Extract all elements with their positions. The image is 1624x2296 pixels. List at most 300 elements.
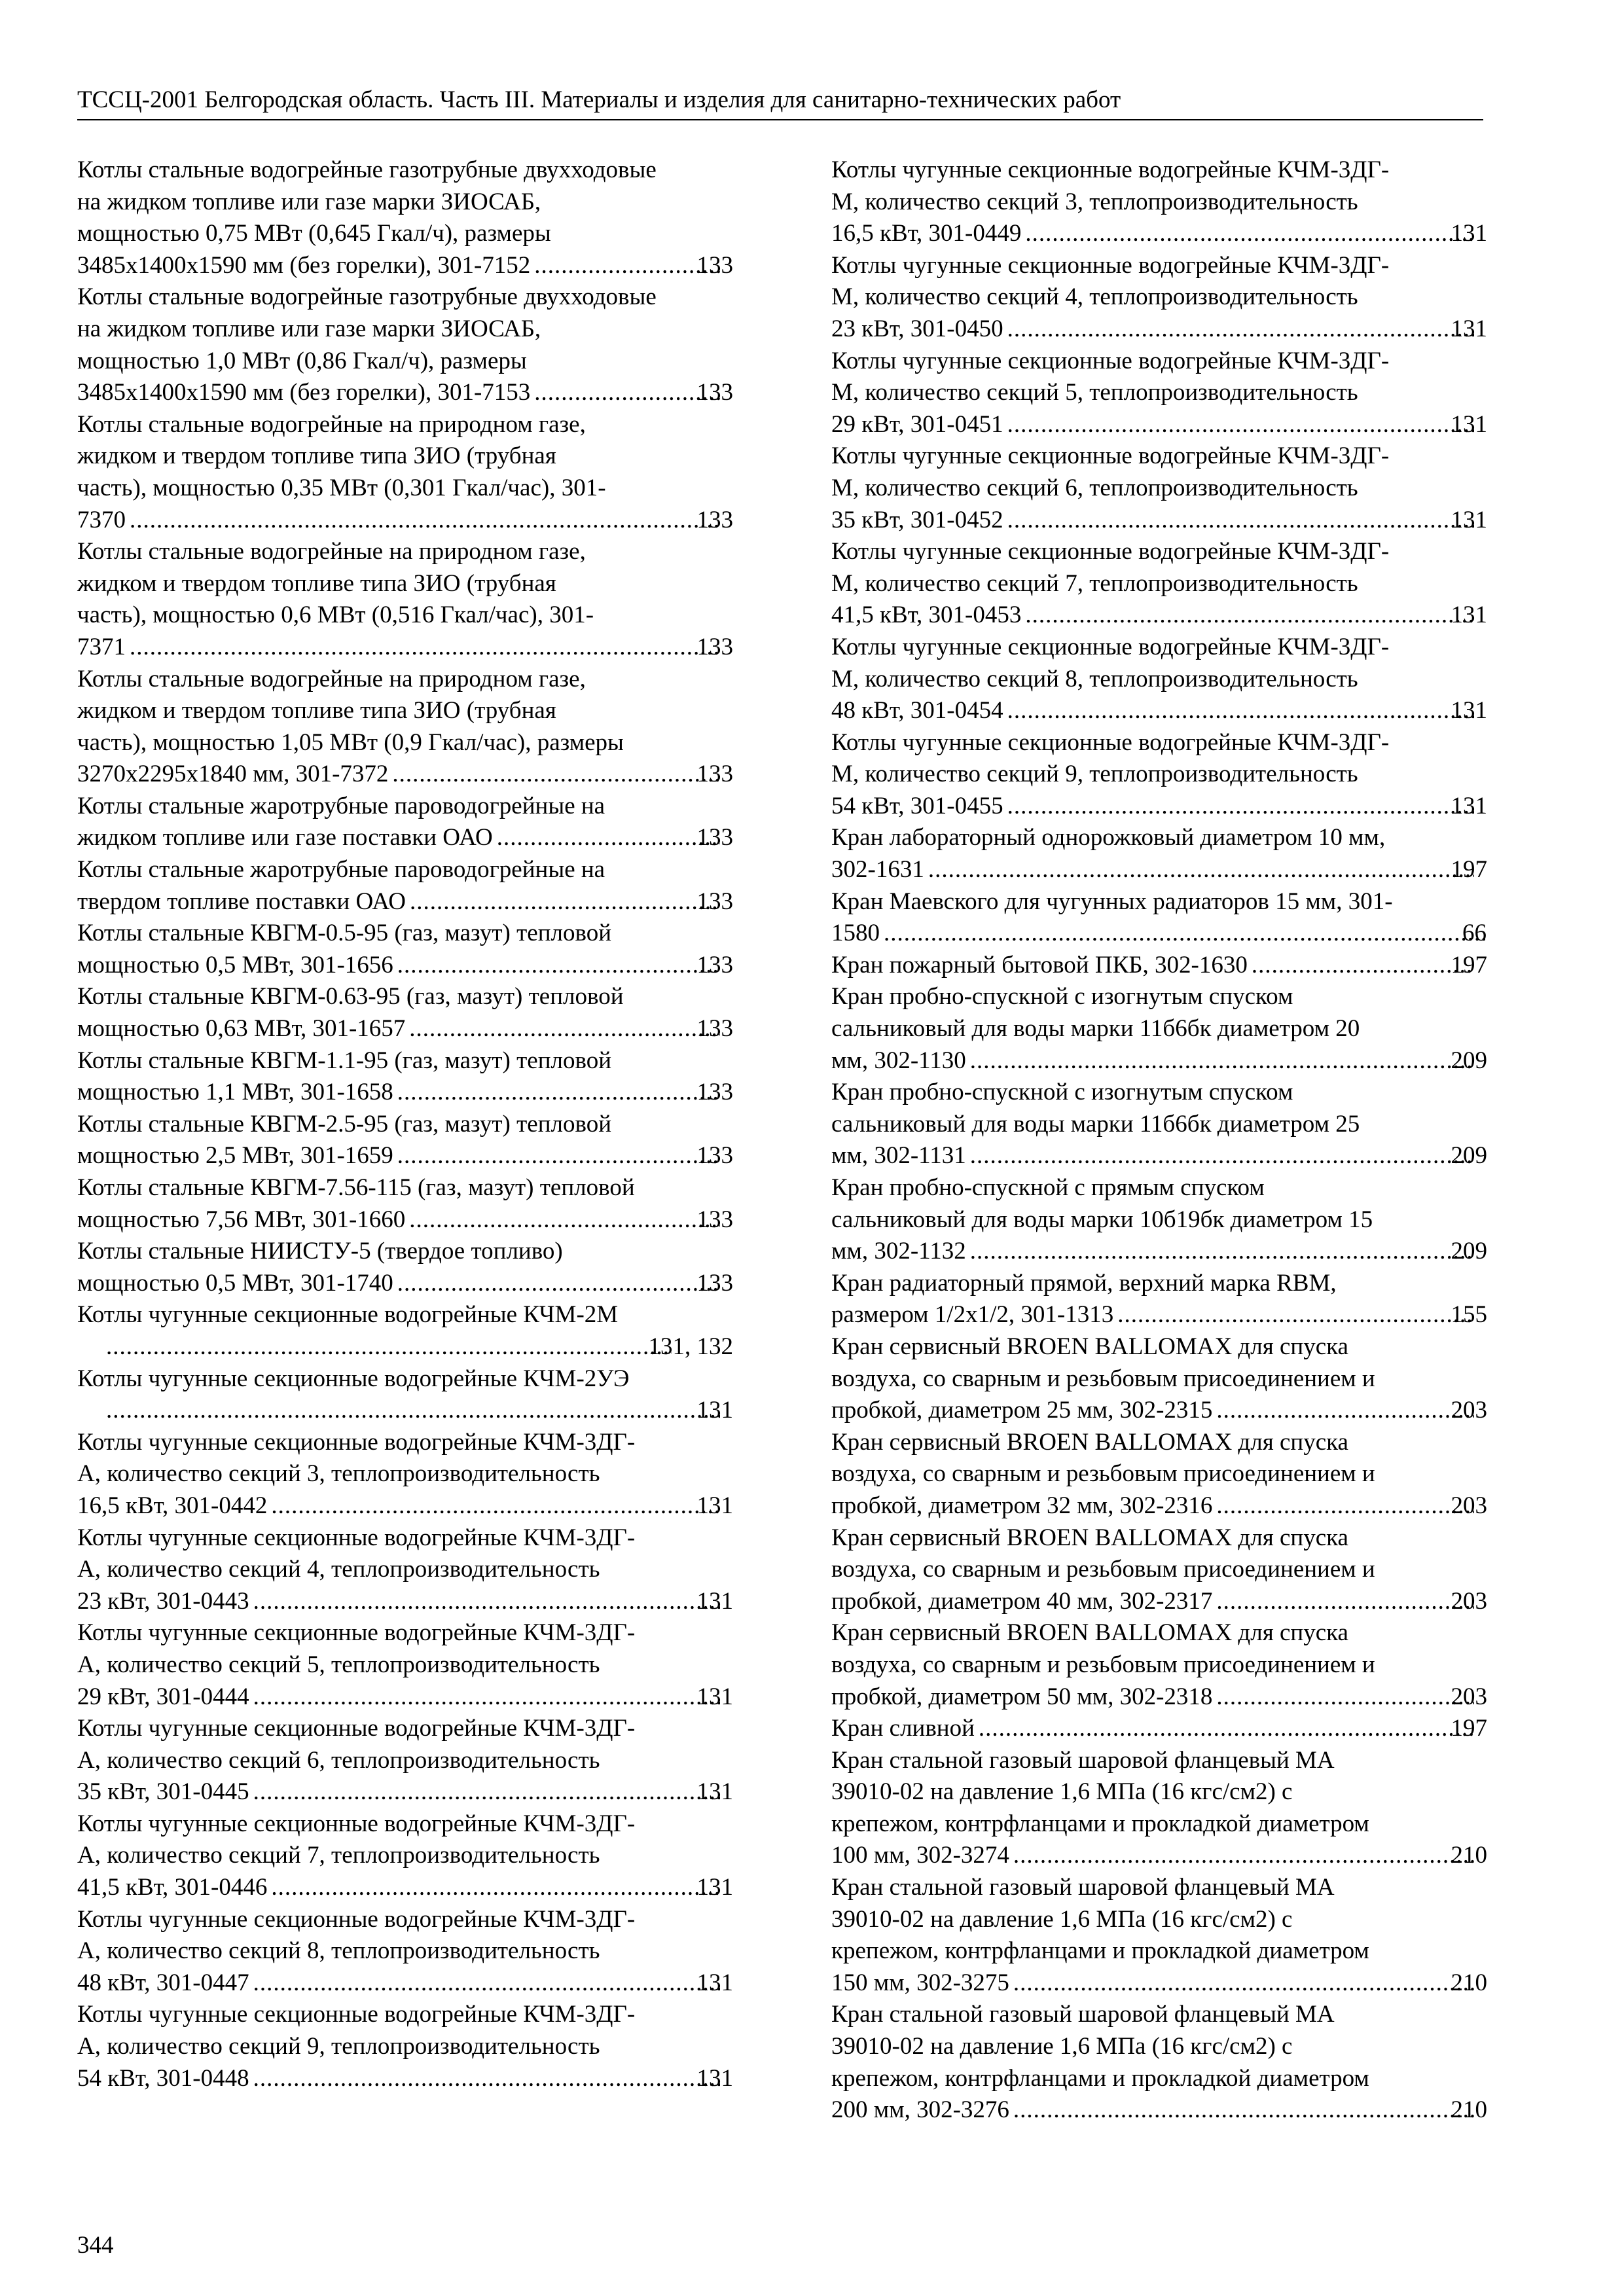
index-entry-line: Кран стальной газовый шаровой фланцевый МА [831,1874,1335,1901]
index-entry-line: жидком и твердом топливе типа ЗИО (трубная [77,442,556,470]
index-entry-last-line [77,1077,733,1109]
index-entry [77,1904,733,2000]
dot-leader [251,1681,720,1713]
dot-leader [395,1268,720,1300]
index-entry-text: мощностью 0,5 МВт, 301-1656 [77,951,393,978]
dot-leader [395,950,720,982]
dot-leader [390,759,719,791]
index-entry [831,250,1487,346]
dot-leader [1005,791,1474,823]
dot-leader [1214,1681,1473,1713]
index-page-ref: 131 [696,1874,733,1901]
index-entry-line: Котлы чугунные секционные водогрейные КЧМ-3ДГ- [77,1905,636,1933]
index-entry-line: Кран сервисный BROEN BALLOMAX для спуска [831,1428,1348,1456]
index-entry-text: 16,5 кВт, 301-0449 [831,220,1022,247]
index-entry-text: пробкой, диаметром 25 мм, 302-2315 [831,1397,1213,1424]
index-entry-last-line [831,791,1487,823]
index-entry-line: М, количество секций 4, теплопроизводительность [831,283,1358,311]
index-entry-text: мм, 302-1130 [831,1047,966,1074]
dot-leader [495,822,720,854]
index-entry-line: А, количество секций 6, теплопроизводительность [77,1746,600,1774]
index-entry [77,981,733,1045]
dot-leader [1011,1840,1474,1872]
index-entry-line: М, количество секций 9, теплопроизводительность [831,761,1358,788]
index-entry-last-line [77,377,733,409]
index-entry-line: Котлы чугунные секционные водогрейные КЧМ-3ДГ- [831,442,1390,470]
index-entry-text: мм, 302-1131 [831,1142,966,1170]
index-entry [831,536,1487,632]
index-entry-text: 7371 [77,633,126,660]
index-entry-line: А, количество секций 9, теплопроизводительность [77,2033,600,2060]
index-entry-line: Кран пробно-спускной с изогнутым спуском [831,1079,1293,1106]
index-entry-line: сальниковый для воды марки 11б6бк диаметром 20 [831,1015,1360,1043]
index-entry [831,1522,1487,1618]
index-entry [77,1999,733,2094]
index-page-ref: 210 [1451,1842,1487,1869]
index-entry-last-line [77,250,733,282]
index-entry-line: М, количество секций 5, теплопроизводительность [831,379,1358,406]
dot-leader [269,1490,719,1522]
index-entry-last-line [831,854,1487,886]
index-page-ref: 131 [1451,315,1487,342]
index-entry-last-line [77,505,733,537]
index-entry-line: Кран сервисный BROEN BALLOMAX для спуска [831,1619,1348,1647]
index-entry-last-line [77,2063,733,2095]
index-entry-line: сальниковый для воды марки 11б6бк диаметром 25 [831,1110,1360,1138]
index-page-ref: 131 [1451,410,1487,438]
index-page-ref: 131 [696,1969,733,1996]
index-page-ref: 203 [1451,1397,1487,1424]
dot-leader [1115,1299,1473,1331]
dot-leader [104,1331,672,1363]
index-entry [77,854,733,918]
index-entry-line: А, количество секций 3, теплопроизводительность [77,1460,600,1488]
index-entry-line: жидком и твердом топливе типа ЗИО (трубная [77,569,556,597]
index-page-ref: 209 [1451,1238,1487,1265]
index-entry-text: 3270х2295х1840 мм, 301-7372 [77,761,389,788]
index-page-ref: 133 [696,1269,733,1297]
index-entry [77,1109,733,1172]
index-entry-line: на жидком топливе или газе марки ЗИОСАБ, [77,315,541,342]
dot-leader [1005,505,1474,537]
index-entry-line: Котлы стальные водогрейные газотрубные двухходовые [77,156,657,183]
index-entry-text: жидком топливе или газе поставки ОАО [77,824,493,852]
index-entry [831,1172,1487,1268]
index-page-ref: 131 [1451,220,1487,247]
index-entry-line: А, количество секций 4, теплопроизводительность [77,1556,600,1583]
index-entry-line: Котлы стальные КВГМ-2.5-95 (газ, мазут) тепловой [77,1110,612,1138]
index-entry [831,1077,1487,1172]
index-entry-text: мощностью 7,56 МВт, 301-1660 [77,1206,406,1233]
index-page-ref: 131 [1451,506,1487,533]
index-entry-text: пробкой, диаметром 40 мм, 302-2317 [831,1587,1213,1615]
index-entry-line: Котлы стальные водогрейные на природном газе, [77,538,586,565]
dot-leader [407,1013,719,1045]
index-entry-last-line [77,1872,733,1904]
page-number: 344 [77,2232,114,2259]
index-entry-line: Котлы чугунные секционные водогрейные КЧМ-3ДГ- [77,2001,636,2028]
index-entry-line: мощностью 1,0 МВт (0,86 Гкал/ч), размеры [77,347,527,374]
index-entry-line: Котлы чугунные секционные водогрейные КЧМ-3ДГ- [831,347,1390,374]
index-entry-last-line [831,409,1487,441]
dot-leader [128,632,720,664]
index-entry-line: часть), мощностью 0,35 МВт (0,301 Гкал/час), 301- [77,474,606,501]
index-page-ref: 131 [696,2064,733,2092]
index-page-ref: 131 [1451,601,1487,629]
index-entry [831,632,1487,727]
index-entry [77,1427,733,1522]
index-entry [831,950,1487,982]
index-page-ref: 133 [696,379,733,406]
dot-leader [1214,1395,1473,1427]
index-entry-line: Котлы стальные водогрейные на природном газе, [77,665,586,692]
index-entry-line: Котлы чугунные секционные водогрейные КЧМ-3ДГ- [831,251,1390,279]
index-page-ref: 133 [696,1015,733,1043]
index-entry-last-line [77,886,733,918]
index-entry-text: пробкой, диаметром 32 мм, 302-2316 [831,1492,1213,1519]
index-entry-last-line [831,218,1487,250]
index-page-ref: 131 [696,1397,733,1424]
index-entry-line: крепежом, контрфланцами и прокладкой диаметром [831,1937,1369,1965]
index-entry [77,1299,733,1363]
dot-leader [395,1140,720,1172]
index-entry-line: крепежом, контрфланцами и прокладкой диаметром [831,1810,1369,1837]
index-entry-line: Котлы стальные жаротрубные пароводогрейные на [77,792,605,819]
dot-leader [532,377,719,409]
index-entry-last-line [831,695,1487,727]
index-entry-line: М, количество секций 6, теплопроизводительность [831,474,1358,501]
index-entry-text: 29 кВт, 301-0451 [831,410,1003,438]
index-entry [831,981,1487,1077]
index-entry-text: 302-1631 [831,856,924,884]
index-page-ref: 133 [696,633,733,660]
index-entry-text: размером 1/2х1/2, 301-1313 [831,1301,1114,1329]
index-entry-last-line [831,1681,1487,1713]
index-entry-line: Котлы стальные КВГМ-7.56-115 (газ, мазут) тепловой [77,1174,635,1201]
index-entry-text: 41,5 кВт, 301-0453 [831,601,1022,629]
index-entry-text: 3485х1400х1590 мм (без горелки), 301-7152 [77,251,531,279]
index-entry-line: Котлы чугунные секционные водогрейные КЧМ-3ДГ- [77,1715,636,1742]
index-entry-text: 200 мм, 302-3276 [831,2096,1009,2124]
index-entry-text: мощностью 1,1 МВт, 301-1658 [77,1079,393,1106]
index-entry-text: 48 кВт, 301-0454 [831,697,1003,725]
index-page-ref: 131 [1451,697,1487,725]
dot-leader [1214,1586,1473,1618]
dot-leader [251,1967,720,2000]
dot-leader [1023,600,1473,632]
index-entry [831,346,1487,441]
index-entry [77,154,733,281]
index-entry-line: Кран Маевского для чугунных радиаторов 15 мм, 301- [831,888,1393,915]
index-entry-text: 100 мм, 302-3274 [831,1842,1009,1869]
index-page-ref: 131, 132 [648,1333,733,1360]
index-entry-text: мощностью 0,5 МВт, 301-1740 [77,1269,393,1297]
index-entry-last-line [102,1331,733,1363]
index-entry-line: Кран стальной газовый шаровой фланцевый МА [831,1746,1335,1774]
running-header: ТССЦ-2001 Белгородская область. Часть III. Материалы и изделия для санитарно-технических работ [77,85,1483,120]
index-entry-line: Кран пробно-спускной с прямым спуском [831,1174,1265,1201]
index-entry-text: Кран сливной [831,1715,975,1742]
index-entry-line: Котлы чугунные секционные водогрейные КЧМ-3ДГ- [831,633,1390,660]
index-page-ref: 197 [1451,856,1487,884]
index-page-ref: 155 [1451,1301,1487,1329]
index-entry [77,1172,733,1236]
index-entry-text: 23 кВт, 301-0450 [831,315,1003,342]
index-page-ref: 197 [1451,1715,1487,1742]
dot-leader [1005,695,1474,727]
index-page-ref: 133 [696,1206,733,1233]
index-entry-last-line [77,1967,733,2000]
index-column-left [77,154,733,2094]
index-entry-text: 150 мм, 302-3275 [831,1969,1009,1996]
index-page-ref: 131 [696,1683,733,1710]
index-entry-text: 23 кВт, 301-0443 [77,1587,249,1615]
index-entry-line: часть), мощностью 1,05 МВт (0,9 Гкал/час), размеры [77,728,624,756]
index-entry [77,1236,733,1299]
index-entry-line: Кран сервисный BROEN BALLOMAX для спуска [831,1333,1348,1360]
index-entry [77,409,733,536]
index-entry-last-line [102,1395,733,1427]
index-entry [77,791,733,854]
index-entry-line: Котлы чугунные секционные водогрейные КЧМ-3ДГ- [831,728,1390,756]
index-entry-line: Кран пробно-спускной с изогнутым спуском [831,983,1293,1011]
dot-leader [1005,314,1474,346]
index-entry-text: 54 кВт, 301-0448 [77,2064,249,2092]
index-entry-text: 16,5 кВт, 301-0442 [77,1492,268,1519]
index-entry-last-line [831,1490,1487,1522]
index-entry-line: Котлы стальные водогрейные газотрубные двухходовые [77,283,657,311]
index-entry-last-line: 1580 ..... 66 [856,918,1487,950]
index-entry-last-line [831,505,1487,537]
index-entry-last-line [77,1013,733,1045]
index-entry-line: Котлы чугунные секционные водогрейные КЧМ-2М [77,1301,619,1329]
index-page-ref: 209 [1451,1142,1487,1170]
index-entry-text: 1580 [831,920,880,947]
index-entry-line: Кран радиаторный прямой, верхний марка RBM, [831,1269,1337,1297]
index-entry [77,918,733,981]
index-entry-line: Котлы чугунные секционные водогрейные КЧМ-2УЭ [77,1365,630,1392]
index-entry-line: Котлы чугунные секционные водогрейные КЧМ-3ДГ- [831,538,1390,565]
dot-leader [532,250,719,282]
dot-leader [251,2063,720,2095]
index-entry-last-line [831,1045,1487,1077]
index-entry-last-line [831,1586,1487,1618]
index-entry-last-line [77,1681,733,1713]
index-entry-last-line [77,759,733,791]
index-entry [831,1331,1487,1427]
index-entry [831,886,1487,950]
index-page-ref: 133 [696,824,733,852]
index-entry-line: 39010-02 на давление 1,6 МПа (16 кгс/см2) с [831,1905,1293,1933]
index-entry-text: пробкой, диаметром 50 мм, 302-2318 [831,1683,1213,1710]
dot-leader [968,1045,1474,1077]
index-entry-text: 35 кВт, 301-0452 [831,506,1003,533]
index-page-ref: 133 [696,251,733,279]
index-entry-last-line [77,950,733,982]
index-entry-line: Котлы стальные КВГМ-1.1-95 (газ, мазут) тепловой [77,1047,612,1074]
index-entry [831,1268,1487,1331]
index-page-ref: 133 [696,506,733,533]
index-entry-line: А, количество секций 7, теплопроизводительность [77,1842,600,1869]
dot-leader [407,1204,719,1236]
index-entry-last-line [77,1776,733,1808]
index-page-ref: 133 [696,1142,733,1170]
index-entry-line: на жидком топливе или газе марки ЗИОСАБ, [77,188,541,215]
index-page-ref: 133 [696,951,733,978]
index-entry-text: Кран пожарный бытовой ПКБ, 302-1630 [831,951,1248,978]
index-entry-last-line [831,1236,1487,1268]
index-entry-text: 54 кВт, 301-0455 [831,792,1003,819]
index-entry [831,727,1487,823]
index-entry-line: часть), мощностью 0,6 МВт (0,516 Гкал/час), 301- [77,601,594,629]
index-entry-line: Котлы чугунные секционные водогрейные КЧМ-3ДГ- [77,1619,636,1647]
index-entry [77,1522,733,1618]
index-entry-last-line [77,822,733,854]
index-entry-last-line [831,1713,1487,1745]
index-column-right [831,154,1487,2126]
index-entry-line: воздуха, со сварным и резьбовым присоединением и [831,1651,1375,1678]
index-entry [77,281,733,408]
index-entry-text: мощностью 2,5 МВт, 301-1659 [77,1142,393,1170]
index-entry-last-line [77,1268,733,1300]
index-entry-line: Котлы чугунные секционные водогрейные КЧМ-3ДГ- [831,156,1390,183]
index-entry [831,440,1487,536]
dot-leader [395,1077,720,1109]
index-page-ref: 209 [1451,1047,1487,1074]
index-entry-last-line [831,314,1487,346]
index-page-ref: 133 [696,888,733,915]
index-entry-last-line [831,2094,1487,2126]
index-entry-text: 35 кВт, 301-0445 [77,1778,249,1806]
index-page-ref: 131 [696,1778,733,1806]
index-entry-text: твердом топливе поставки ОАО [77,888,406,915]
index-entry-last-line [831,1299,1487,1331]
index-entry-line: Котлы стальные КВГМ-0.63-95 (газ, мазут) тепловой [77,983,624,1011]
index-entry-line: А, количество секций 5, теплопроизводительность [77,1651,600,1678]
index-entry [77,1045,733,1109]
index-page-ref: 131 [696,1587,733,1615]
index-entry-line: Кран сервисный BROEN BALLOMAX для спуска [831,1524,1348,1551]
index-entry-last-line [77,1586,733,1618]
index-page-ref: 131 [1451,792,1487,819]
index-entry [77,1363,733,1427]
index-entry-line: сальниковый для воды марки 10б19бк диаметром 15 [831,1206,1373,1233]
dot-leader [1005,409,1474,441]
index-entry-line: М, количество секций 7, теплопроизводительность [831,569,1358,597]
dot-leader [968,1140,1474,1172]
index-entry-line: Котлы чугунные секционные водогрейные КЧМ-3ДГ- [77,1428,636,1456]
dot-leader [1250,950,1474,982]
index-entry-line: Котлы стальные жаротрубные пароводогрейные на [77,856,605,884]
index-entry-last-line [831,600,1487,632]
index-entry-line: Котлы стальные водогрейные на природном газе, [77,410,586,438]
index-entry-line: мощностью 0,75 МВт (0,645 Гкал/ч), размеры [77,220,551,247]
index-entry-line: Котлы стальные КВГМ-0.5-95 (газ, мазут) тепловой [77,920,612,947]
index-entry-line: 39010-02 на давление 1,6 МПа (16 кгс/см2) с [831,2033,1293,2060]
index-page-ref: 210 [1451,1969,1487,1996]
index-entry [831,1713,1487,1745]
index-page-ref: 197 [1451,951,1487,978]
index-page-ref: 203 [1451,1683,1487,1710]
index-entry [77,664,733,791]
dot-leader [882,918,1485,950]
index-entry [77,1713,733,1808]
index-entry-last-line [831,1140,1487,1172]
index-entry-text: 29 кВт, 301-0444 [77,1683,249,1710]
dot-leader [128,505,720,537]
index-entry-line: крепежом, контрфланцами и прокладкой диаметром [831,2064,1369,2092]
index-entry-last-line [77,1490,733,1522]
index-entry [831,154,1487,250]
index-entry [831,822,1487,886]
index-entry-line: воздуха, со сварным и резьбовым присоединением и [831,1460,1375,1488]
index-entry-line: А, количество секций 8, теплопроизводительность [77,1937,600,1965]
dot-leader [269,1872,719,1904]
index-page-ref: 133 [696,1079,733,1106]
index-entry-last-line [831,1967,1487,2000]
index-entry [831,1872,1487,1999]
index-entry [77,536,733,663]
index-page-ref: 203 [1451,1587,1487,1615]
index-page-ref: 210 [1451,2096,1487,2124]
index-entry-line: 39010-02 на давление 1,6 МПа (16 кгс/см2) с [831,1778,1293,1806]
dot-leader [968,1236,1474,1268]
index-entry-line: воздуха, со сварным и резьбовым присоединением и [831,1556,1375,1583]
index-entry-line: Котлы чугунные секционные водогрейные КЧМ-3ДГ- [77,1524,636,1551]
index-entry-line: воздуха, со сварным и резьбовым присоединением и [831,1365,1375,1392]
dot-leader [1023,218,1473,250]
dot-leader [977,1713,1474,1745]
index-entry-text: 41,5 кВт, 301-0446 [77,1874,268,1901]
dot-leader [408,886,720,918]
index-entry-line: Кран стальной газовый шаровой фланцевый МА [831,2001,1335,2028]
index-entry-last-line [77,1140,733,1172]
dot-leader [104,1395,720,1427]
index-entry-line: Кран лабораторный однорожковый диаметром 10 мм, [831,824,1386,852]
index-entry [831,1745,1487,1872]
index-entry [77,1808,733,1904]
index-entry [831,1427,1487,1522]
dot-leader [251,1776,720,1808]
index-entry-text: мм, 302-1132 [831,1238,966,1265]
index-entry-text: 7370 [77,506,126,533]
index-entry-text: мощностью 0,63 МВт, 301-1657 [77,1015,406,1043]
dot-leader [926,854,1474,886]
dot-leader [251,1586,720,1618]
dot-leader [1011,2094,1474,2126]
index-page-ref: 203 [1451,1492,1487,1519]
index-entry-text: 3485х1400х1590 мм (без горелки), 301-7153 [77,379,531,406]
index-entry [77,1617,733,1713]
index-entry-last-line [77,632,733,664]
index-entry-last-line [77,1204,733,1236]
index-entry-last-line [831,950,1487,982]
index-entry [831,1999,1487,2126]
index-entry-last-line [831,1395,1487,1427]
index-entry-line: Котлы стальные НИИСТУ-5 (твердое топливо) [77,1238,563,1265]
index-entry-text: 48 кВт, 301-0447 [77,1969,249,1996]
dot-leader [1214,1490,1473,1522]
index-page-ref: 133 [696,761,733,788]
index-entry [831,1617,1487,1713]
index-entry-last-line [831,1840,1487,1872]
dot-leader [1011,1967,1474,2000]
index-entry-line: жидком и твердом топливе типа ЗИО (трубная [77,697,556,725]
index-entry-line: М, количество секций 3, теплопроизводительность [831,188,1358,215]
index-entry-line: Котлы чугунные секционные водогрейные КЧМ-3ДГ- [77,1810,636,1837]
index-page-ref: 131 [696,1492,733,1519]
index-entry-line: М, количество секций 8, теплопроизводительность [831,665,1358,692]
